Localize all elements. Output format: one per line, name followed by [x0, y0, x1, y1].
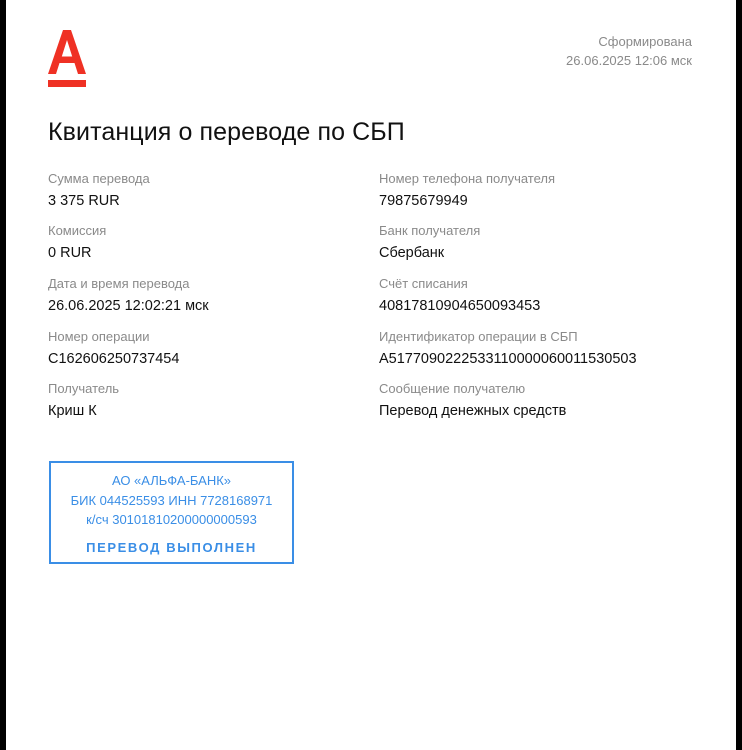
field-commission: [48, 223, 368, 262]
stamp-correspondent-account: к/сч 30101810200000000593: [86, 512, 257, 527]
field-label: Номер операции: [48, 329, 150, 344]
generated-info: [566, 32, 692, 70]
field-transfer-datetime: [48, 276, 368, 315]
field-operation-number: [48, 329, 368, 368]
field-value: Криш К: [48, 403, 97, 419]
stamp-status: ПЕРЕВОД ВЫПОЛНЕН: [86, 539, 257, 555]
field-label: Сообщение получателю: [379, 381, 526, 396]
field-value: 3 375 RUR: [48, 193, 120, 209]
field-debit-account: [379, 276, 699, 315]
stamp-bank-name: АО «АЛЬФА-БАНК»: [111, 473, 232, 488]
field-label: Идентификатор операции в СБП: [379, 329, 578, 344]
field-label: Банк получателя: [379, 223, 481, 238]
generated-label: Сформирована: [598, 34, 692, 49]
field-value: Перевод денежных средств: [379, 403, 567, 419]
field-value: 79875679949: [379, 193, 468, 209]
field-value: A5177090222533110000060011530503: [379, 351, 637, 367]
field-recipient-message: [379, 381, 699, 420]
field-sbp-operation-id: [379, 329, 699, 368]
field-label: Дата и время перевода: [48, 276, 190, 291]
field-label: Счёт списания: [379, 276, 468, 291]
alfa-bank-logo-icon: [48, 30, 86, 88]
field-label: Сумма перевода: [48, 171, 150, 186]
field-label: Комиссия: [48, 223, 107, 238]
bank-stamp: [49, 461, 294, 564]
field-value: 26.06.2025 12:02:21 мск: [48, 298, 209, 314]
page-title: Квитанция о переводе по СБП: [48, 118, 405, 146]
field-recipient: [48, 381, 368, 420]
field-recipient-bank: [379, 223, 699, 262]
field-transfer-amount: [48, 171, 368, 210]
generated-datetime: 26.06.2025 12:06 мск: [566, 53, 692, 68]
stamp-bik-inn: БИК 044525593 ИНН 7728168971: [70, 492, 273, 508]
field-recipient-phone: [379, 171, 699, 210]
receipt-page: [6, 0, 736, 750]
field-label: Получатель: [48, 381, 120, 396]
field-value: C162606250737454: [48, 351, 180, 367]
field-label: Номер телефона получателя: [379, 171, 556, 186]
field-value: 0 RUR: [48, 245, 92, 261]
field-value: 40817810904650093453: [379, 298, 541, 314]
field-value: Сбербанк: [379, 245, 445, 261]
